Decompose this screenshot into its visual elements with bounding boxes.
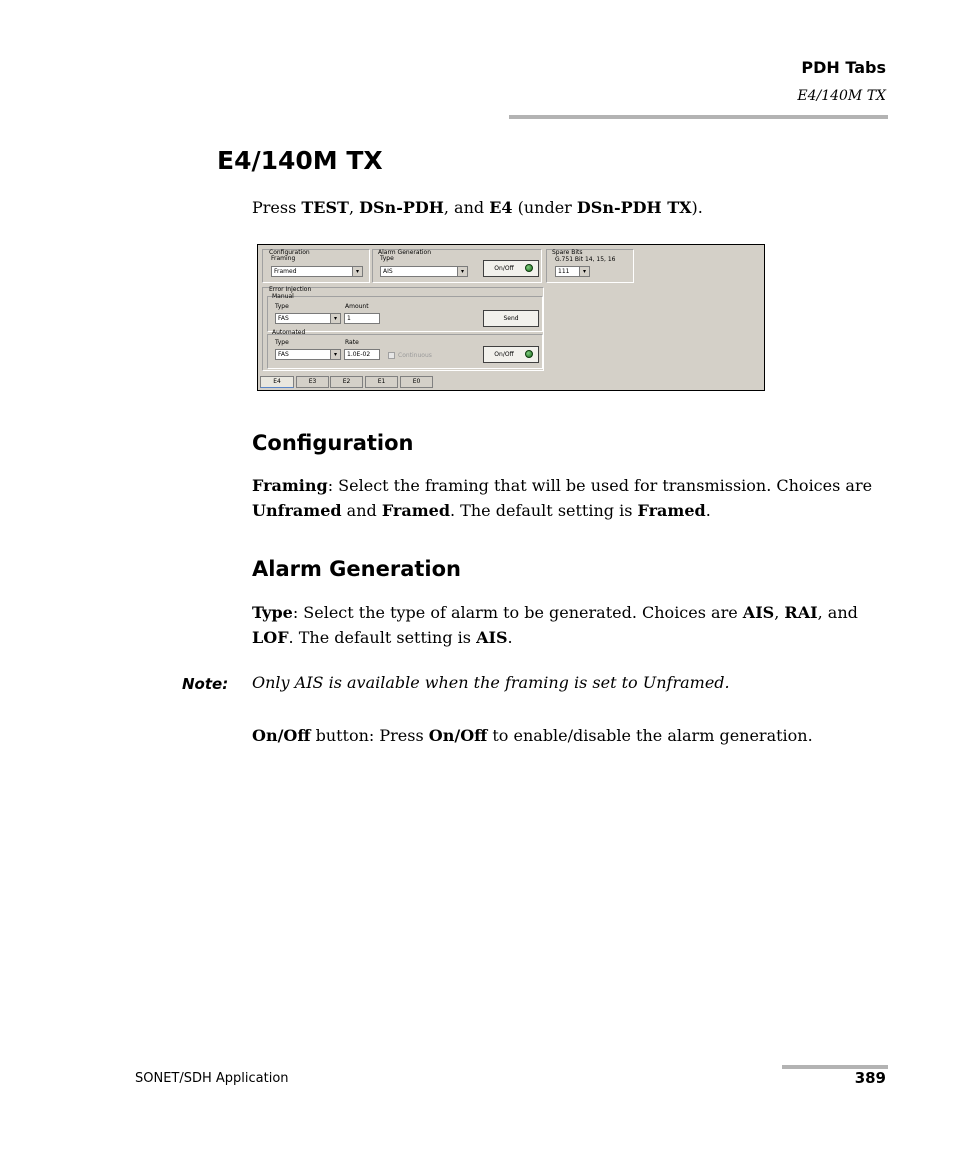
continuous-checkbox[interactable] [388,352,395,359]
page-number: 389 [854,1069,886,1087]
amount-label: Amount [345,303,369,310]
body-text: : Select the framing that will be used for transmission. Choices are [327,476,873,495]
body-text: . The default setting is [450,501,638,520]
bold-term: Type [252,603,293,622]
chevron-down-icon: ▾ [457,267,467,276]
body-text: , [774,603,785,622]
auto-type-label: Type [275,339,289,346]
footer-document-title: SONET/SDH Application [135,1071,289,1086]
bold-term: Framed [381,501,450,520]
manual-type-select-value: FAS [278,315,289,322]
bold-term: RAI [784,603,818,622]
bold-term: On/Off [428,726,488,745]
framing-label: Framing [271,255,296,262]
onoff-paragraph [252,723,888,748]
configuration-paragraph [252,473,888,523]
chevron-down-icon: ▾ [579,267,589,276]
configuration-heading: Configuration [252,431,414,455]
send-button-label: Send [503,315,519,322]
alarm-onoff-button[interactable] [483,260,539,277]
manual-type-label: Type [275,303,289,310]
intro-text: , and [443,198,490,217]
led-indicator-icon [525,264,533,272]
auto-onoff-button[interactable] [483,346,539,363]
header-section-title: PDH Tabs [801,58,886,77]
note-text: Only AIS is available when the framing is set to Unframed. [252,673,730,692]
intro-bold-e4: E4 [489,198,513,217]
spare-bits-select[interactable] [555,266,590,277]
intro-text: Press [252,198,302,217]
alarm-generation-paragraph [252,600,888,650]
alarm-type-select[interactable] [380,266,468,277]
body-text: and [341,501,382,520]
continuous-label: Continuous [398,352,432,359]
automated-group-label: Automated [272,329,306,336]
auto-onoff-button-label: On/Off [494,351,514,358]
intro-text: (under [512,198,577,217]
rate-field[interactable] [344,349,380,360]
note-label: Note: [182,675,229,693]
spare-bits-select-value: 111 [558,268,570,275]
framing-select[interactable] [271,266,363,277]
alarm-onoff-button-label: On/Off [494,265,514,272]
body-text: button: Press [310,726,429,745]
body-text: . The default setting is [288,628,477,647]
body-text: , and [817,603,858,622]
e4-tx-screenshot [257,244,765,391]
bold-term: Unframed [252,501,342,520]
intro-text: , [348,198,360,217]
amount-field[interactable] [344,313,380,324]
intro-paragraph [252,195,888,220]
bold-term: On/Off [252,726,311,745]
tab-e4[interactable]: E4 [260,376,294,388]
auto-type-select[interactable] [275,349,341,360]
spare-bits-sub-label: G.751 Bit 14, 15, 16 [555,256,616,263]
bold-term: Framing [252,476,328,495]
bold-term: LOF [252,628,289,647]
spare-bits-group-label: Spare Bits [552,249,583,256]
chevron-down-icon: ▾ [330,350,340,359]
manual-type-select[interactable] [275,313,341,324]
bold-term: Framed [637,501,706,520]
rate-label: Rate [345,339,359,346]
intro-bold-test: TEST [301,198,349,217]
led-indicator-icon [525,350,533,358]
auto-type-select-value: FAS [278,351,289,358]
alarm-generation-group-label: Alarm Generation [378,249,432,256]
tab-e1[interactable]: E1 [365,376,398,388]
bold-term: AIS [742,603,775,622]
configuration-group-label: Configuration [269,249,310,256]
tab-e0[interactable]: E0 [400,376,433,388]
chevron-down-icon: ▾ [330,314,340,323]
body-text: to enable/disable the alarm generation. [487,726,813,745]
intro-bold-dsn-pdh: DSn-PDH [359,198,444,217]
body-text: . [705,501,711,520]
intro-bold-dsn-pdh-tx: DSn-PDH TX [576,198,692,217]
intro-text: ). [691,198,703,217]
alarm-type-select-value: AIS [383,268,393,275]
manual-group-label: Manual [272,293,294,300]
send-button[interactable] [483,310,539,327]
alarm-type-label: Type [380,255,394,262]
body-text: . [507,628,513,647]
tab-e3[interactable]: E3 [296,376,329,388]
error-injection-group-label: Error Injection [269,286,312,293]
bold-term: AIS [476,628,508,647]
header-rule [509,115,888,119]
chevron-down-icon: ▾ [352,267,362,276]
tab-e2[interactable]: E2 [330,376,363,388]
header-subsection-title: E4/140M TX [797,88,886,104]
rate-field-value: 1.0E-02 [347,351,371,358]
amount-field-value: 1 [347,315,351,322]
page-title: E4/140M TX [217,146,383,175]
body-text: : Select the type of alarm to be generated. Choices are [292,603,743,622]
framing-select-value: Framed [274,268,297,275]
alarm-generation-heading: Alarm Generation [252,557,461,581]
